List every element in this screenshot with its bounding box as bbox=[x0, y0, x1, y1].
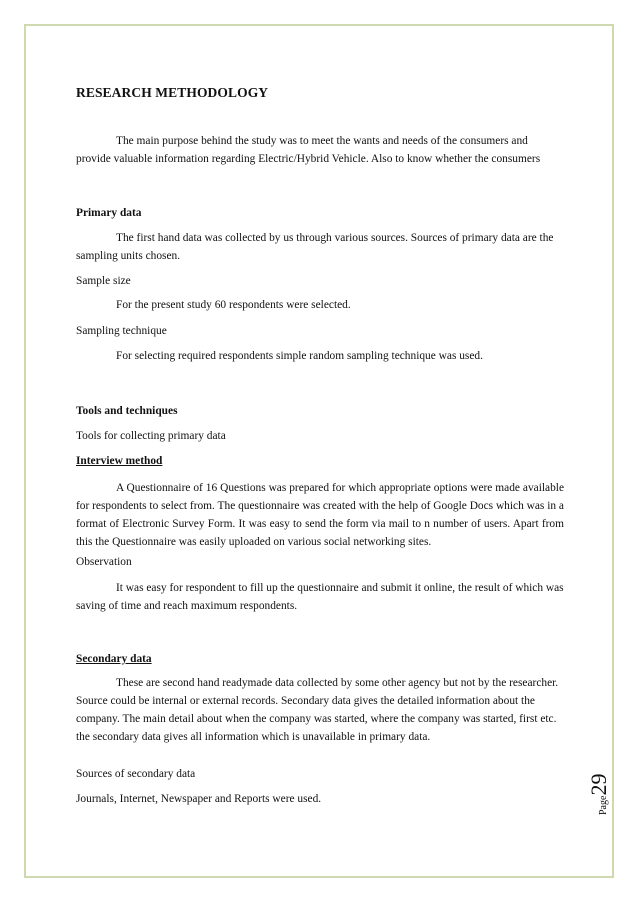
interview-method-paragraph: A Questionnaire of 16 Questions was prepared for which appropriate options were made available for respondents to select from. The questionnaire was created with the help of Google Docs which was in a format of Electronic Survey Form. It was easy to send the form via mail to n number of users. Apart from this the Questionnaire was easily uploaded on various social networking sites. bbox=[76, 482, 564, 548]
page-number: 29 bbox=[586, 773, 611, 796]
sampling-technique-paragraph: For selecting required respondents simple random sampling technique was used. bbox=[116, 350, 483, 362]
page-title: RESEARCH METHODOLOGY bbox=[76, 85, 269, 100]
page-number-block bbox=[586, 755, 626, 815]
observation-paragraph: It was easy for respondent to fill up the questionnaire and submit it online, the result of which was saving of time and reach maximum respondents. bbox=[76, 582, 564, 612]
interview-method-heading: Interview method bbox=[76, 455, 163, 467]
secondary-data-paragraph: These are second hand readymade data collected by some other agency but not by the researcher. Source could be internal or external records. Secondary data gives the detailed information about the company. The main detail about when the company was started, where the company was started, first etc. the secondary data gives all information which is unavailable in primary data. bbox=[76, 677, 559, 743]
sampling-technique-label: Sampling technique bbox=[76, 325, 167, 337]
primary-data-heading: Primary data bbox=[76, 207, 142, 219]
secondary-data-heading: Secondary data bbox=[76, 653, 152, 665]
primary-data-paragraph: The first hand data was collected by us through various sources. Sources of primary data are the sampling units chosen. bbox=[76, 232, 554, 262]
sample-size-paragraph: For the present study 60 respondents were selected. bbox=[116, 299, 351, 311]
tools-heading: Tools and techniques bbox=[76, 405, 178, 417]
sample-size-label: Sample size bbox=[76, 275, 131, 287]
secondary-sources-label: Sources of secondary data bbox=[76, 768, 196, 780]
secondary-sources-paragraph: Journals, Internet, Newspaper and Reports were used. bbox=[76, 793, 322, 805]
observation-label: Observation bbox=[76, 556, 132, 568]
intro-paragraph: The main purpose behind the study was to meet the wants and needs of the consumers and provide valuable information regarding Electric/Hybrid Vehicle. Also to know whether the consumers bbox=[76, 135, 541, 165]
page-label: Page bbox=[598, 795, 609, 815]
tools-subheading: Tools for collecting primary data bbox=[76, 430, 226, 442]
